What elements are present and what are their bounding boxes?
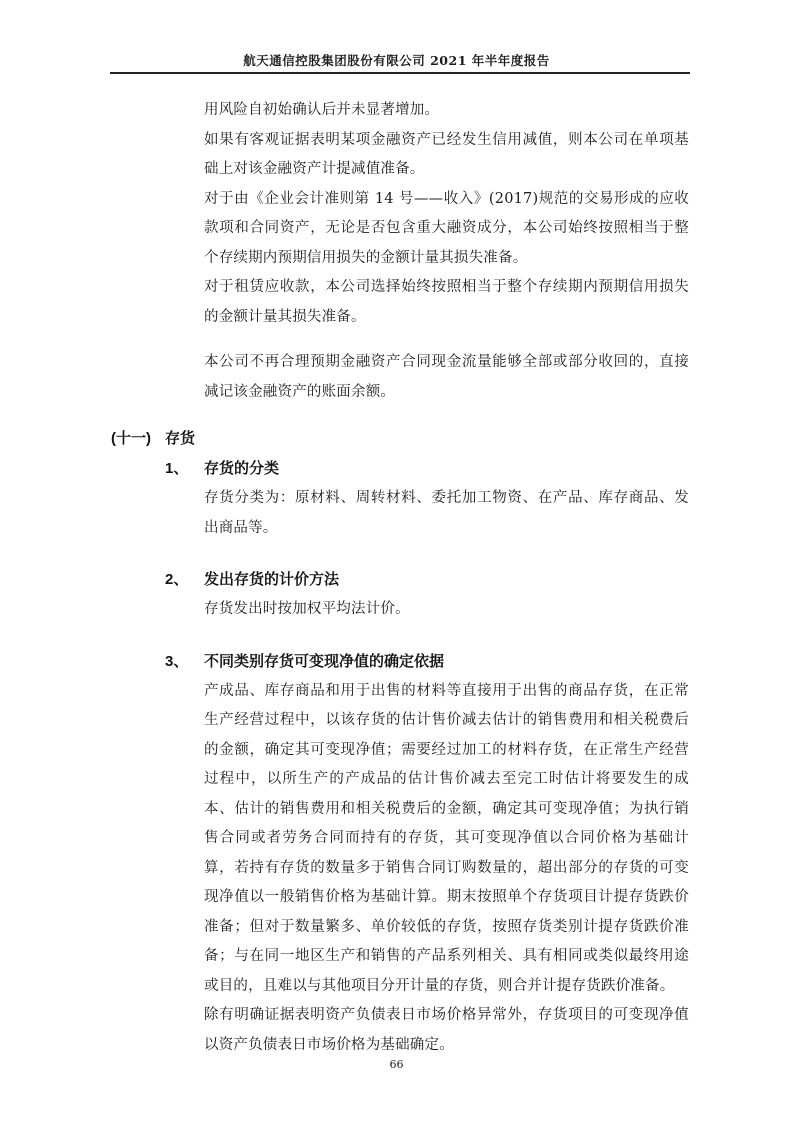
section-number: (十一) — [111, 430, 151, 447]
subsection-title: 发出存货的计价方法 — [204, 571, 340, 588]
subsection-number: 3、 — [165, 652, 189, 670]
subsection-heading — [165, 454, 689, 484]
header-divider-rule — [110, 72, 690, 74]
paragraph: 产成品、库存商品和用于出售的材料等直接用于出售的商品存货，在正常生产经营过程中，以该存货的估计售价减去估计的销售费用和相关税费后的金额，确定其可变现净值；需要经过加工的材料存货，在正常生产经营过程中，以所生产的产成品的估计售价减去至完工时估计将要发生的成本、估计的销售费用和相关税费后的金额，确定其可变现净值；为执行销售合同或者劳务合同而持有的存货，其可变现净值以合同价格为基础计算，若持有存货的数量多于销售合同订购数量的，超出部分的存货的可变现净值以一般销售价格为基础计算。期末按照单个存货项目计提存货跌价准备；但对于数量繁多、单价较低的存货，按照存货类别计提存货跌价准备；与在同一地区生产和销售的产品系列相关、具有相同或类似最终用途或目的，且难以与其他项目分开计量的存货，则合并计提存货跌价准备。 — [204, 682, 689, 994]
subsection-number: 1、 — [165, 460, 189, 477]
section-title: 存货 — [165, 430, 196, 447]
page-header-title: 航天通信控股集团股份有限公司 2021 年半年度报告 — [243, 53, 550, 68]
paragraph: 本公司不再合理预期金融资产合同现金流量能够全部或部分收回的，直接减记该金融资产的账面余额。 — [204, 354, 689, 400]
paragraph: 对于租赁应收款，本公司选择始终按照相当于整个存续期内预期信用损失的金额计量其损失准备。 — [204, 279, 689, 325]
subsection — [111, 565, 689, 625]
section-heading — [111, 424, 689, 454]
subsection-list — [111, 454, 689, 1060]
subsection-paragraphs — [111, 484, 689, 543]
body-paragraphs-bottom — [111, 348, 689, 407]
subsection — [111, 647, 689, 1061]
subsection-heading — [165, 647, 689, 677]
paragraph: 存货发出时按加权平均法计价。 — [204, 601, 410, 617]
page-number: 66 — [389, 1058, 404, 1071]
subsection-title: 不同类别存货可变现净值的确定依据 — [204, 652, 445, 670]
page-content — [111, 96, 689, 1060]
subsection-title: 存货的分类 — [204, 460, 280, 477]
paragraph: 对于由《企业会计准则第 14 号——收入》(2017)规范的交易形成的应收款项和合同资产，无论是否包含重大融资成分，本公司始终按照相当于整个存续期内预期信用损失的金额计量其损失准备。 — [204, 190, 689, 266]
body-paragraphs-top — [111, 96, 689, 332]
subsection-paragraphs — [111, 677, 689, 1061]
subsection-number: 2、 — [165, 571, 189, 588]
paragraph: 用风险自初始确认后并未显著增加。 — [204, 102, 440, 118]
subsection-paragraphs — [111, 595, 689, 625]
paragraph: 存货分类为：原材料、周转材料、委托加工物资、在产品、库存商品、发出商品等。 — [204, 490, 689, 536]
subsection — [111, 454, 689, 543]
paragraph: 除有明确证据表明资产负债表日市场价格异常外，存货项目的可变现净值以资产负债表日市场价格为基础确定。 — [204, 1007, 689, 1053]
paragraph: 如果有客观证据表明某项金融资产已经发生信用减值，则本公司在单项基础上对该金融资产计提减值准备。 — [204, 131, 689, 177]
subsection-heading — [165, 565, 689, 595]
